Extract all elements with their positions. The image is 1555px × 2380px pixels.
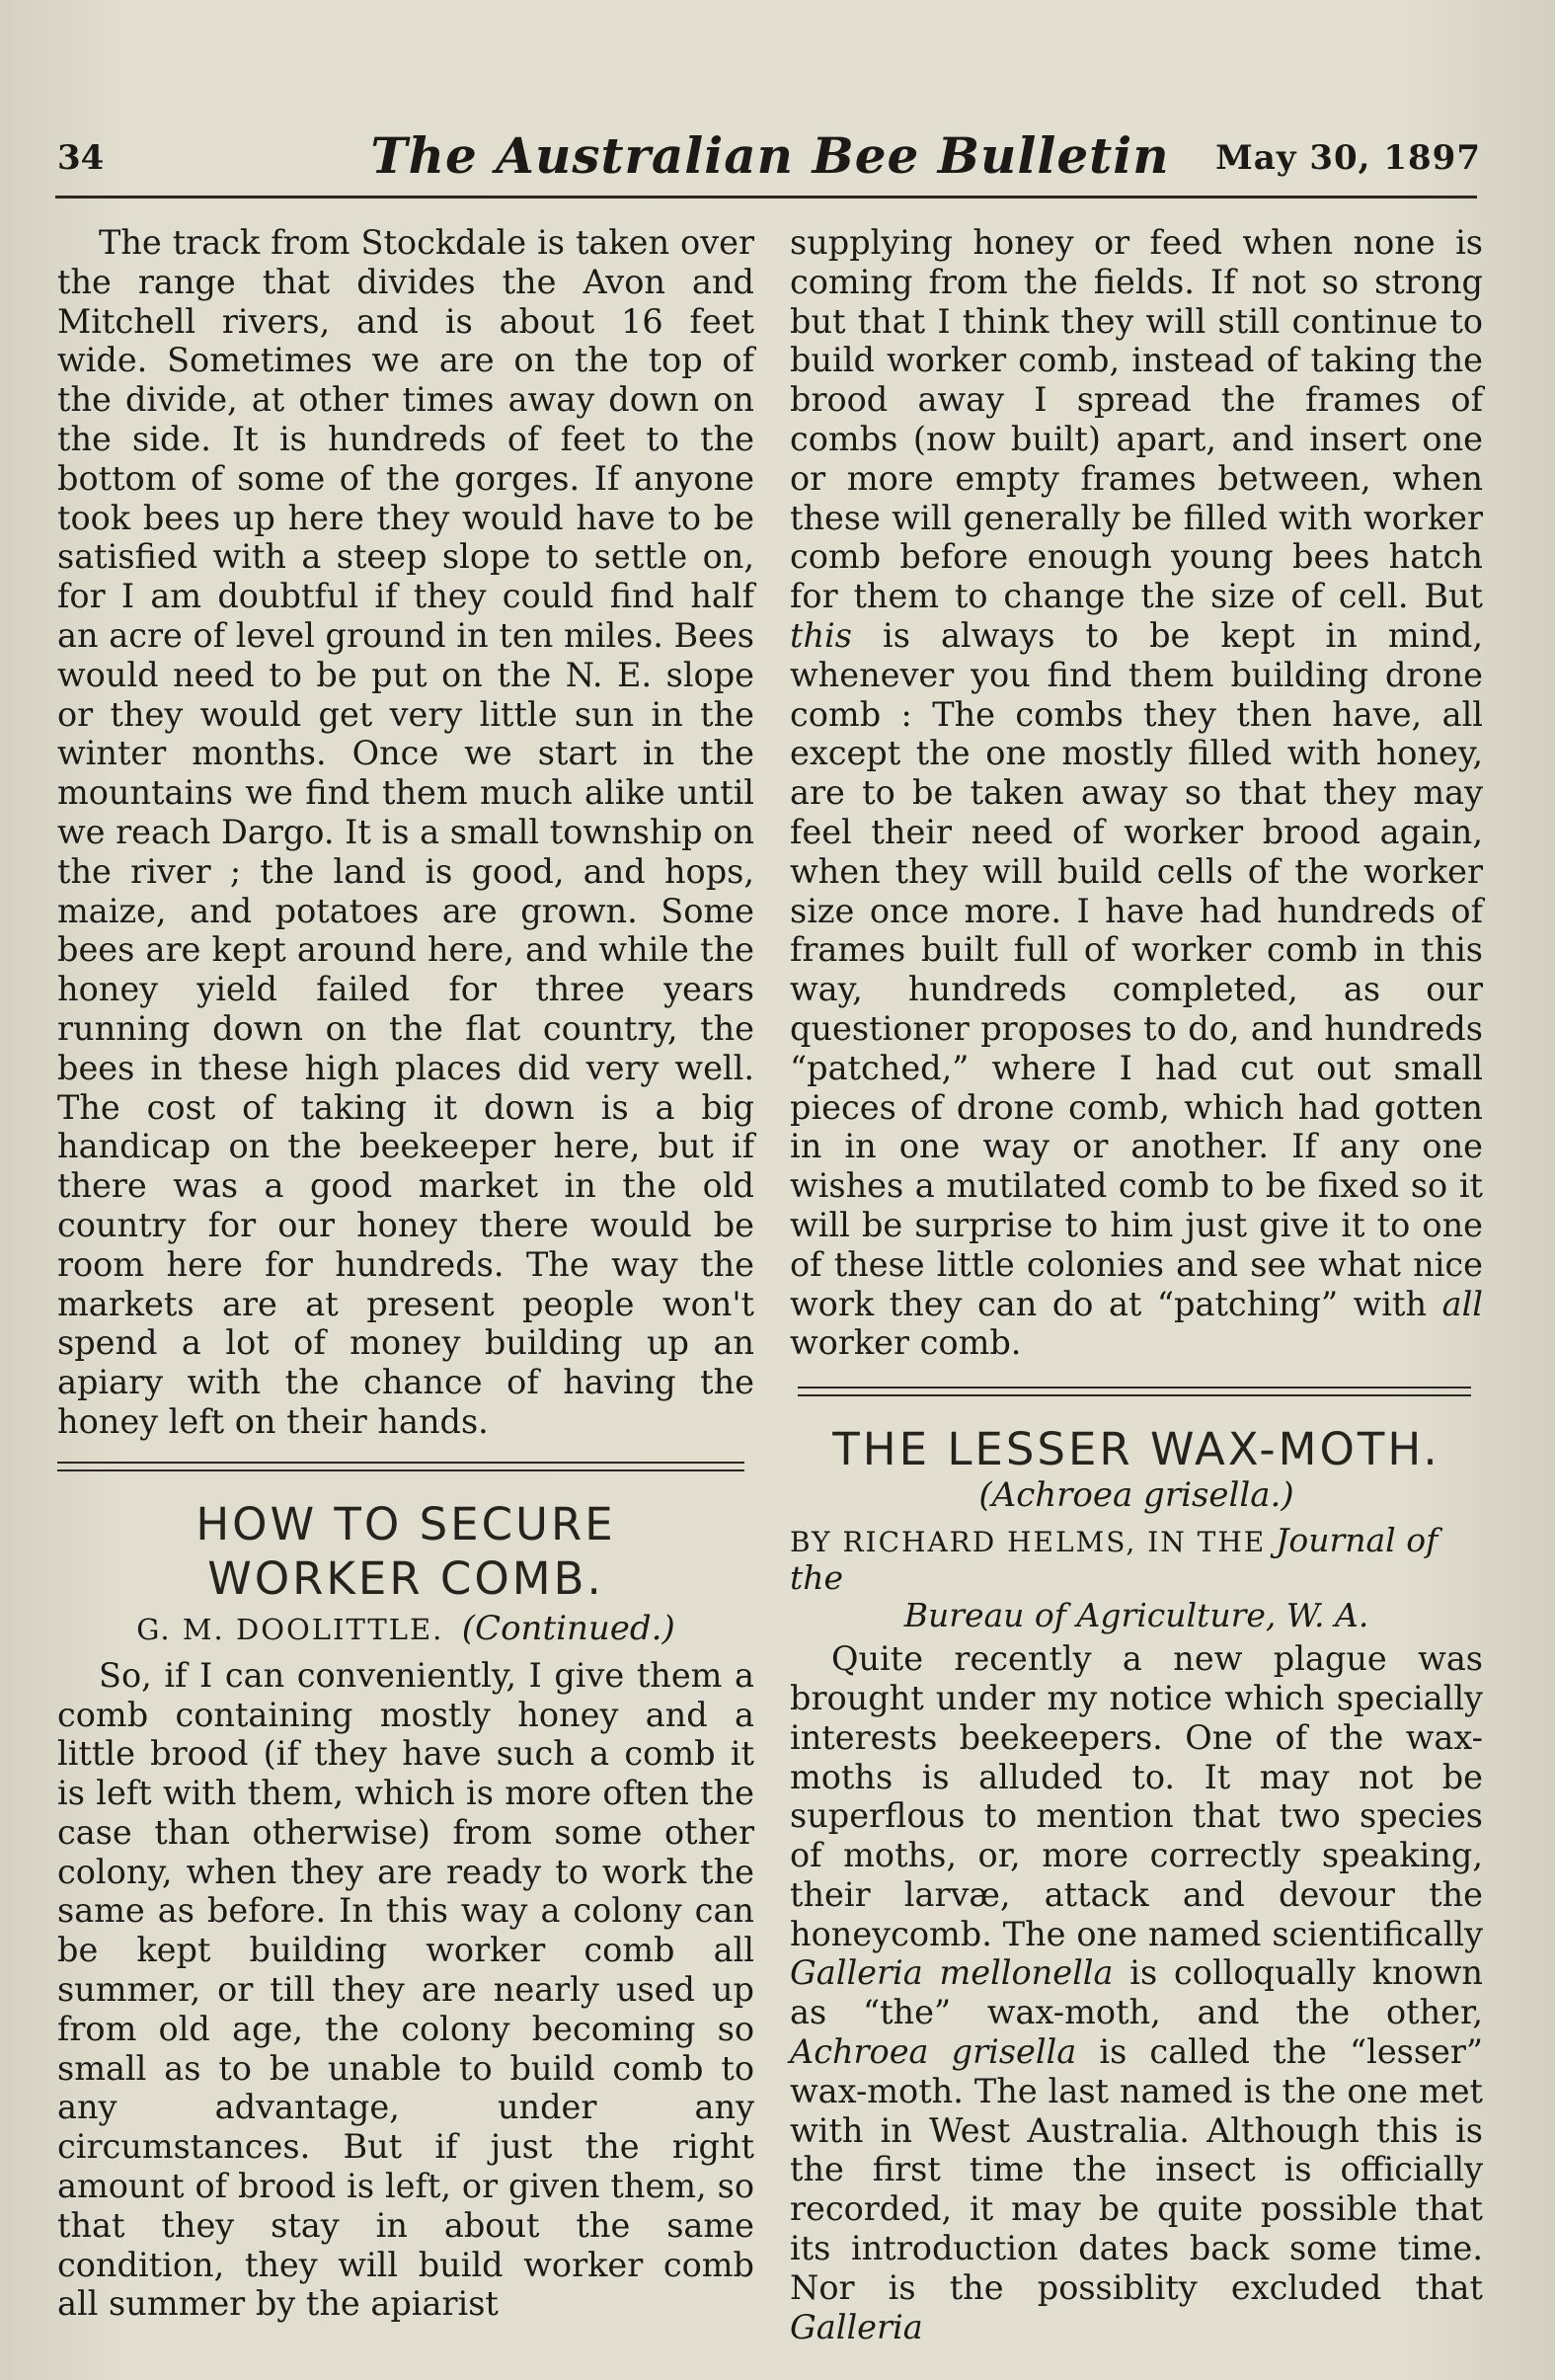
section-title-line1: HOW TO SECURE xyxy=(195,1497,616,1550)
continued-label: (Continued.) xyxy=(461,1608,675,1648)
wax-moth-paragraph xyxy=(790,1639,1483,2346)
species-galleria-mellonella: Galleria mellonella xyxy=(790,1953,1114,1993)
byline-journal-1: Journal of the xyxy=(790,1521,1438,1598)
emphasis-all: all xyxy=(1441,1284,1483,1323)
section-divider-right xyxy=(798,1387,1471,1396)
journal-title: The Australian Bee Bulletin xyxy=(370,126,1170,185)
section-title-line2: WORKER COMB. xyxy=(207,1551,604,1605)
continuation-text-2: is always to be kept in mind, whenever you find them building drone comb : The combs they then have, all except the one mostly filled with honey, are to be taken away so that they may feel their need of worker brood again, when they will build cells of the worker size once more. I have had hundreds of frames built full of worker comb in this way, hundreds completed, as our questioner proposes to do, and hundreds “patched,” where I had cut out small pieces of drone comb, which had gotten in in one way or another. If any one wishes a mutilated comb to be fixed so it will be surprise to him just give it to one of these little colonies and see what nice work they can do at “patching” with xyxy=(790,615,1483,1323)
emphasis-this: this xyxy=(790,615,852,655)
species-galleria: Galleria xyxy=(790,2307,923,2346)
article-continuation: The track from Stockdale is taken over the range that divides the Avon and Mitchell rivers, and is about 16 feet wide. Sometimes we are on the top of the divide, at other times away down on the side. It is hundreds of feet to the bottom of some of the gorges. If anyone took bees up here they would have to be satisfied with a steep slope to settle on, for I am doubtful if they could find half an acre of level ground in ten miles. Bees would need to be put on the N. E. slope or they would get very little sun in the winter months. Once we start in the mountains we find them much alike until we reach Dargo. It is a small township on the river ; the land is good, and hops, maize, and potatoes are grown. Some bees are kept around here, and while the honey yield failed for three years running down on the flat country, the bees in these high places did very well. The cost of taking it down is a big handicap on the beekeeper here, but if there was a good market in the old country for our honey there would be room here for hundreds. The way the markets are at present people won't spend a lot of money building up an apiary with the chance of having the honey left on their hands. xyxy=(57,223,754,1441)
byline-journal-2: Bureau of Agriculture, W. A. xyxy=(903,1596,1369,1635)
wax-moth-text-3: is called the “lesser” wax-moth. The last named is the one met with in West Australia. Although this is the first time the insect is officially recorded, it may be quite possible that its introduction dates back some time. Nor is the possiblity excluded that xyxy=(790,2032,1484,2307)
header-rule xyxy=(55,196,1477,198)
wax-moth-title: THE LESSER WAX-MOTH. xyxy=(832,1423,1440,1476)
page-number: 34 xyxy=(57,138,105,178)
doolittle-paragraph: So, if I can conveniently, I give them a comb containing mostly honey and a little brood (if they have such a comb it is left with them, which is more often the case than otherwise) from some other colony, when they are ready to work the same as before. In this way a colony can be kept building worker comb all summer, or till they are nearly used up from old age, the colony becoming so small as to be unable to build comb to any advantage, under any circumstances. But if just the right amount of brood is left, or given them, so that they stay in about the same condition, they will build worker comb all summer by the apiarist xyxy=(57,1655,754,2324)
issue-date: May 30, 1897 xyxy=(1215,138,1481,178)
wax-moth-text-2: is colloqually known as “the” wax-moth, and the other, xyxy=(790,1953,1483,2032)
section-divider xyxy=(57,1462,744,1471)
wax-moth-text-1: Quite recently a new plague was brought under my notice which specially interests beekeepers. One of the wax-moths is alluded to. It may not be superflous to mention that two species of moths, or, more correctly speaking, their larvæ, attack and devour the honeycomb. The one named scientifically xyxy=(790,1639,1483,1953)
author-name: G. M. DOOLITTLE. xyxy=(136,1612,444,1646)
doolittle-continuation xyxy=(790,223,1483,1363)
byline-prefix: BY RICHARD HELMS, IN THE xyxy=(790,1526,1267,1559)
continuation-text-3: worker comb. xyxy=(790,1323,1022,1363)
byline-line2 xyxy=(790,1598,1483,1635)
wax-moth-subtitle xyxy=(790,1476,1483,1515)
left-column xyxy=(57,223,754,2324)
author-line xyxy=(57,1610,754,1648)
right-column xyxy=(790,223,1483,2346)
continuation-text-1: supplying honey or feed when none is coming from the fields. If not so strong but that I think they will still continue to build worker comb, instead of taking the brood away I spread the frames of combs (now built) apart, and insert one or more empty frames between, when these will generally be filled with worker comb before enough young bees hatch for them to change the size of cell. But xyxy=(790,223,1483,616)
species-subtitle: (Achroea grisella.) xyxy=(978,1475,1294,1516)
byline xyxy=(790,1523,1483,1598)
species-achroea-grisella: Achroea grisella xyxy=(790,2032,1077,2072)
page-header xyxy=(55,126,1485,192)
